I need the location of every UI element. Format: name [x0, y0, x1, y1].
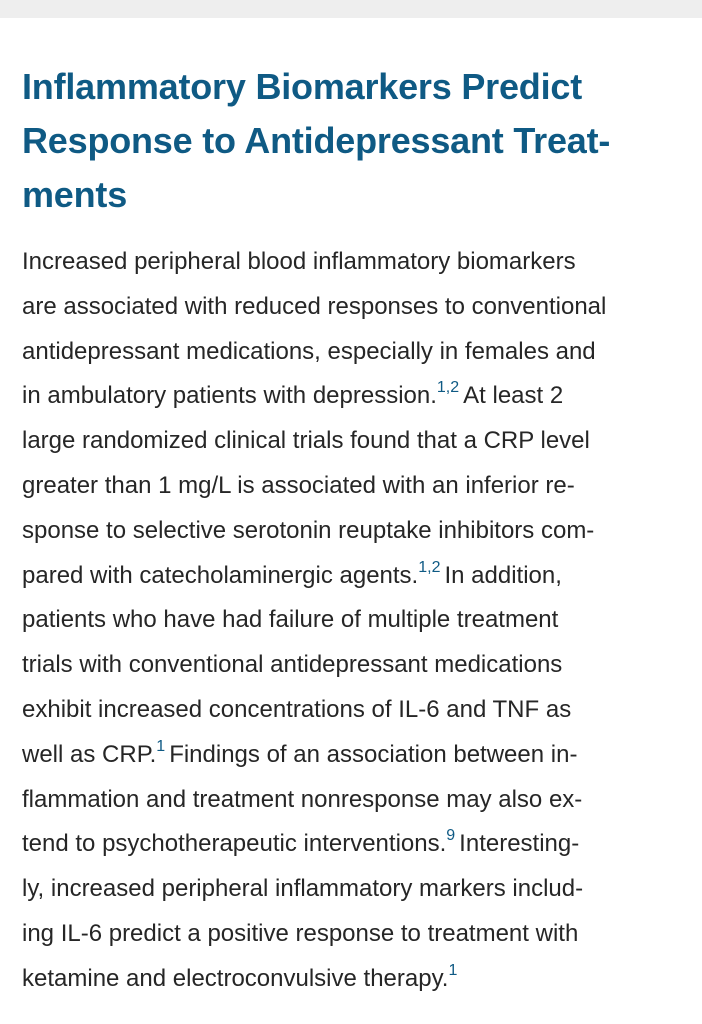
text-line: ing IL-6 predict a positive response to treatment with — [22, 919, 579, 947]
body-paragraph — [22, 240, 690, 1002]
text-segment: Interesting- — [459, 830, 580, 858]
text-line: Increased peripheral blood inflammatory biomarkers — [22, 248, 576, 275]
text-segment: tend to psychotherapeutic interventions. — [22, 830, 447, 858]
text-line: sponse to selective serotonin reuptake inhibitors com- — [22, 516, 595, 544]
reference-link[interactable]: 9 — [446, 827, 456, 845]
article-section — [22, 60, 690, 1002]
reference-link[interactable]: 1,2 — [436, 379, 460, 397]
heading-line: Response to Antidepressant Treat- — [22, 120, 611, 161]
text-line — [22, 957, 690, 1002]
text-line: greater than 1 mg/L is associated with an inferior re- — [22, 471, 575, 499]
text-line: exhibit increased concentrations of IL-6 and TNF as — [22, 695, 572, 723]
text-segment: ketamine and electroconvulsive therapy. — [22, 964, 449, 992]
text-line — [22, 374, 690, 419]
text-segment: pared with catecholaminergic agents. — [22, 561, 419, 589]
heading-line: Inflammatory Biomarkers Predict — [22, 66, 583, 107]
text-segment: in ambulatory patients with depression. — [22, 382, 437, 410]
top-bar — [0, 0, 702, 18]
text-line — [22, 822, 690, 867]
text-line — [22, 733, 690, 778]
text-segment: Findings of an association between in- — [169, 740, 578, 768]
text-line: antidepressant medications, especially in females and — [22, 337, 596, 365]
reference-link[interactable]: 1,2 — [418, 558, 441, 576]
section-heading — [22, 60, 690, 222]
heading-line: ments — [22, 174, 128, 215]
text-line — [22, 554, 690, 599]
text-line: patients who have had failure of multiple treatment — [22, 606, 559, 634]
text-line: ly, increased peripheral inflammatory markers includ- — [22, 875, 584, 903]
reference-link[interactable]: 1 — [448, 961, 458, 979]
text-line: large randomized clinical trials found that a CRP level — [22, 427, 590, 455]
text-segment: At least 2 — [463, 382, 564, 410]
reference-link[interactable]: 1 — [156, 737, 166, 755]
text-line: are associated with reduced responses to conventional — [22, 292, 607, 320]
text-segment: well as CRP. — [22, 740, 157, 768]
text-segment: In addition, — [444, 561, 562, 589]
text-line: flammation and treatment nonresponse may also ex- — [22, 785, 583, 813]
text-line: trials with conventional antidepressant medications — [22, 651, 563, 679]
